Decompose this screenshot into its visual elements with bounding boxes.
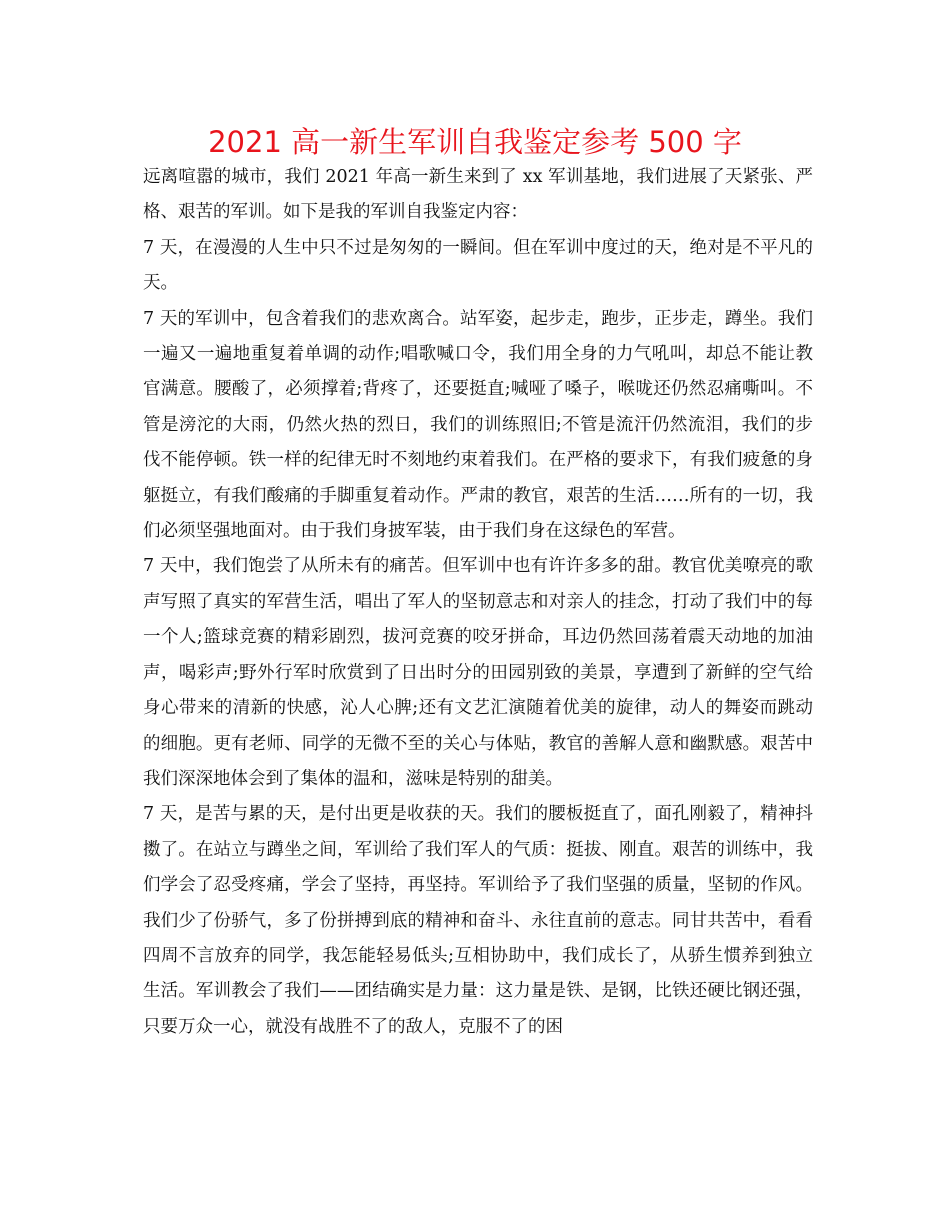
paragraph-seven-days: 7 天，在漫漫的人生中只不过是匆匆的一瞬间。但在军训中度过的天，绝对是不平凡的天。 [143,237,813,294]
document-body [143,160,813,1045]
paragraph-sweetness: 7 天中，我们饱尝了从所未有的痛苦。但军训中也有许许多多的甜。教官优美嘹亮的歌声写照了真实的军营生活，唱出了军人的坚韧意志和对亲人的挂念，打动了我们中的每一个人;篮球竞赛的精彩剧烈，拔河竞赛的咬牙拼命，耳边仍然回荡着震天动地的加油声，喝彩声;野外行军时欣赏到了日出时分的田园别致的美景，享遭到了新鲜的空气给身心带来的清新的快感，沁人心脾;还有文艺汇演随着优美的旋律，动人的舞姿而跳动的细胞。更有老师、同学的无微不至的关心与体贴，教官的善解人意和幽默感。艰苦中我们深深地体会到了集体的温和，滋味是特别的甜美。 [143,556,813,789]
document-title: 2021 高一新生军训自我鉴定参考 500 字 [208,125,742,159]
paragraph-hardship: 7 天的军训中，包含着我们的悲欢离合。站军姿，起步走，跑步，正步走，蹲坐。我们一遍又一遍地重复着单调的动作;唱歌喊口令，我们用全身的力气吼叫，却总不能让教官满意。腰酸了，必须撑着;背疼了，还要挺直;喊哑了嗓子，喉咙还仍然忍痛嘶叫。不管是滂沱的大雨，仍然火热的烈日，我们的训练照旧;不管是流汗仍然流泪，我们的步伐不能停顿。铁一样的纪律无时不刻地约束着我们。在严格的要求下，有我们疲惫的身躯挺立，有我们酸痛的手脚重复着动作。严肃的教官，艰苦的生活……所有的一切，我们必须坚强地面对。由于我们身披军装，由于我们身在这绿色的军营。 [143,308,813,542]
paragraph-intro: 远离喧嚣的城市，我们 2021 年高一新生来到了 xx 军训基地，我们进展了天紧张、严格、艰苦的军训。如下是我的军训自我鉴定内容： [143,167,813,223]
paragraph-harvest: 7 天，是苦与累的天，是付出更是收获的天。我们的腰板挺直了，面孔刚毅了，精神抖擞了。在站立与蹲坐之间，军训给了我们军人的气质：挺拔、刚直。艰苦的训练中，我们学会了忍受疼痛，学会了坚持，再坚持。军训给予了我们坚强的质量，坚韧的作风。我们少了份骄气，多了份拼搏到底的精神和奋斗、永往直前的意志。同甘共苦中，看看四周不言放弃的同学，我怎能轻易低头;互相协助中，我们成长了，从骄生惯养到独立生活。军训教会了我们——团结确实是力量：这力量是铁、是钢，比铁还硬比钢还强，只要万众一心，就没有战胜不了的敌人，克服不了的困 [143,804,813,1037]
